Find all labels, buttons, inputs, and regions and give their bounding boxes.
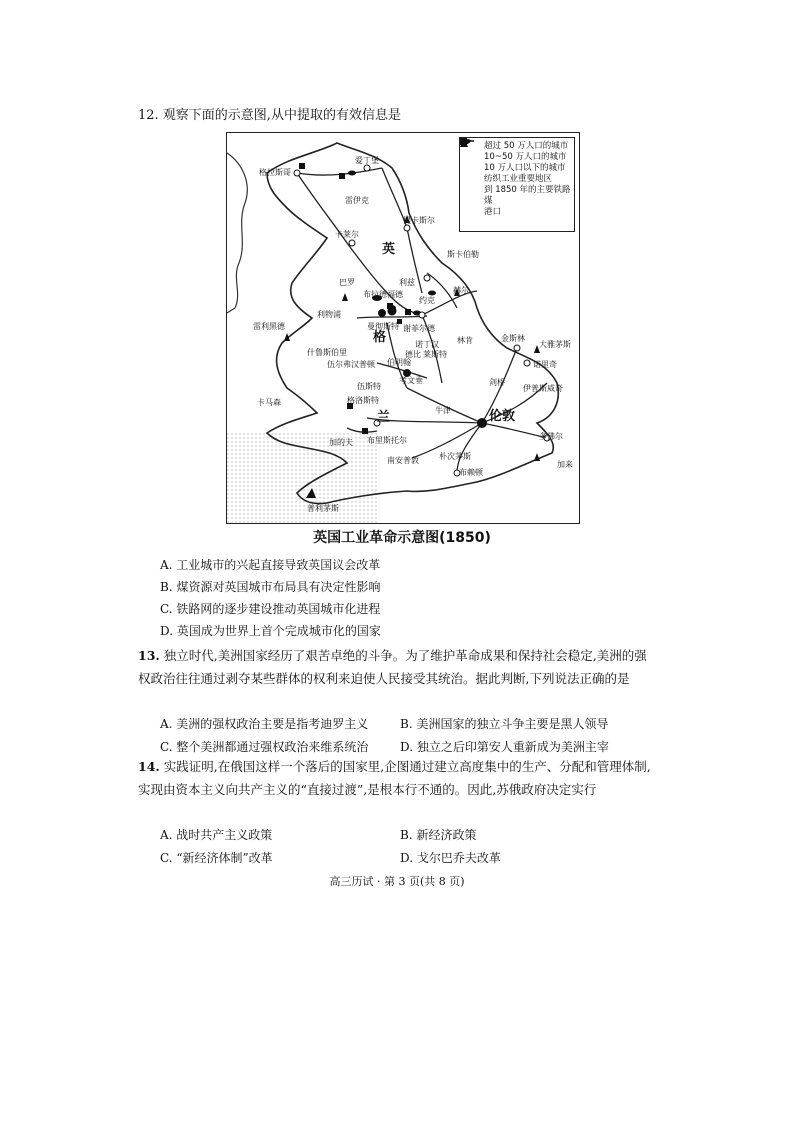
place-label: 巴罗 [339,278,355,287]
place-label: 爱丁堡 [355,156,379,165]
place-label: 谢菲尔德 [403,324,435,333]
legend-item: 10~50 万人口的城市 [464,152,572,163]
place-label: 伍斯特 [357,382,381,391]
place-label: 南安普敦 [387,456,419,465]
map-caption: 英国工业革命示意图(1850) [313,530,491,546]
place-label: 伦敦 [489,409,516,424]
q12-option-b[interactable]: B. 煤资源对英国城市布局具有决定性影响 [160,580,381,594]
place-label: 德比 [405,350,421,359]
place-label: 曼彻斯特 [367,322,399,331]
legend-item: 超过 50 万人口的城市 [464,141,572,152]
q14-option-d[interactable]: D. 戈尔巴乔夫改革 [400,851,501,865]
place-label: 提卡斯尔 [403,216,435,225]
place-label: 普利茅斯 [307,504,339,513]
question-number: 13. [138,648,160,663]
place-label: 伍尔弗汉普顿 [327,360,375,369]
place-label: 卡马森 [257,398,281,407]
place-label: 伯明翰 [387,358,411,367]
question-14-stem: 14. 实践证明,在俄国这样一个落后的国家里,企图通过建立高度集中的生产、分配和管理体制,实现由资本主义向共产主义的“直接过渡”,是根本行不通的。因此,苏俄政府决定实行 [138,759,651,797]
ireland-coastline [227,153,247,313]
place-label: 雷利黑德 [253,322,285,331]
q13-option-b[interactable]: B. 美洲国家的独立斗争主要是黑人领导 [400,717,609,731]
page-footer: 高三历试 · 第 3 页(共 8 页) [329,875,465,888]
place-label: 加的夫 [329,438,353,447]
place-label: 布拉德福德 [363,290,403,299]
britain-industrial-map [226,132,580,524]
legend-item: 纺织工业重要地区 [464,174,572,185]
place-label: 斯卡伯勒 [447,250,479,259]
place-label: 诺丁汉 [415,340,439,349]
q13-option-a[interactable]: A. 美洲的强权政治主要是指考迪罗主义 [160,717,369,731]
place-label: 牛津 [435,406,451,415]
q13-option-c[interactable]: C. 整个美洲都通过强权政治来维系统治 [160,740,369,754]
place-label: 格 [373,330,387,345]
question-13-stem: 13. 独立时代,美洲国家经历了艰苦卓绝的斗争。为了维护革命成果和保持社会稳定,美洲的强权政治往往通过剥夺某些群体的权利来迫使人民接受其统治。据此判断,下列说法正确的是 [138,648,647,686]
place-label: 布里斯托尔 [367,436,407,445]
place-label: 什鲁斯伯里 [307,348,347,357]
q14-option-a[interactable]: A. 战时共产主义政策 [160,828,273,842]
place-label: 卡莱尔 [335,230,359,239]
place-label: 赫尔 [453,286,469,295]
place-label: 英 [382,242,396,257]
place-label: 兰 [377,410,391,425]
q12-option-a[interactable]: A. 工业城市的兴起直接导致英国议会改革 [160,558,381,572]
place-label: 利物浦 [317,310,341,319]
q14-option-c[interactable]: C. “新经济体制”改革 [160,851,273,865]
place-label: 考文垂 [399,376,423,385]
place-label: 布赖顿 [459,468,483,477]
legend-item: 到 1850 年的主要铁路 [484,185,571,195]
place-label: 多佛尔 [539,432,563,441]
place-label: 诺里奇 [533,360,557,369]
q13-option-d[interactable]: D. 独立之后印第安人重新成为美洲主宰 [400,740,609,754]
place-label: 莱斯特 [423,350,447,359]
q14-option-b[interactable]: B. 新经济政策 [400,828,477,842]
place-label: 格洛斯特 [347,396,379,405]
place-label: 金斯林 [501,334,525,343]
place-label: 朴次茅斯 [439,452,471,461]
place-label: 伊普斯威奇 [523,384,563,393]
place-label: 格拉斯哥 [259,168,291,177]
place-label: 利兹 [399,278,415,287]
map-legend [459,137,575,232]
place-label: 约克 [419,296,435,305]
place-label: 林肯 [457,336,473,345]
q12-option-c[interactable]: C. 铁路网的逐步建设推动英国城市化进程 [160,602,381,616]
place-label: 大雅茅斯 [539,340,571,349]
place-label: 剑桥 [489,378,505,387]
legend-item: 10 万人口以下的城市 [464,163,572,174]
question-number: 14. [138,759,160,774]
q12-option-d[interactable]: D. 英国成为世界上首个完成城市化的国家 [160,624,381,638]
place-label: 加来 [557,460,573,469]
legend-item: 港口 [464,207,572,218]
place-label: 雷伊克 [345,196,369,205]
question-12-stem: 12. 观察下面的示意图,从中提取的有效信息是 [138,108,401,123]
legend-item: 煤 [464,196,572,207]
